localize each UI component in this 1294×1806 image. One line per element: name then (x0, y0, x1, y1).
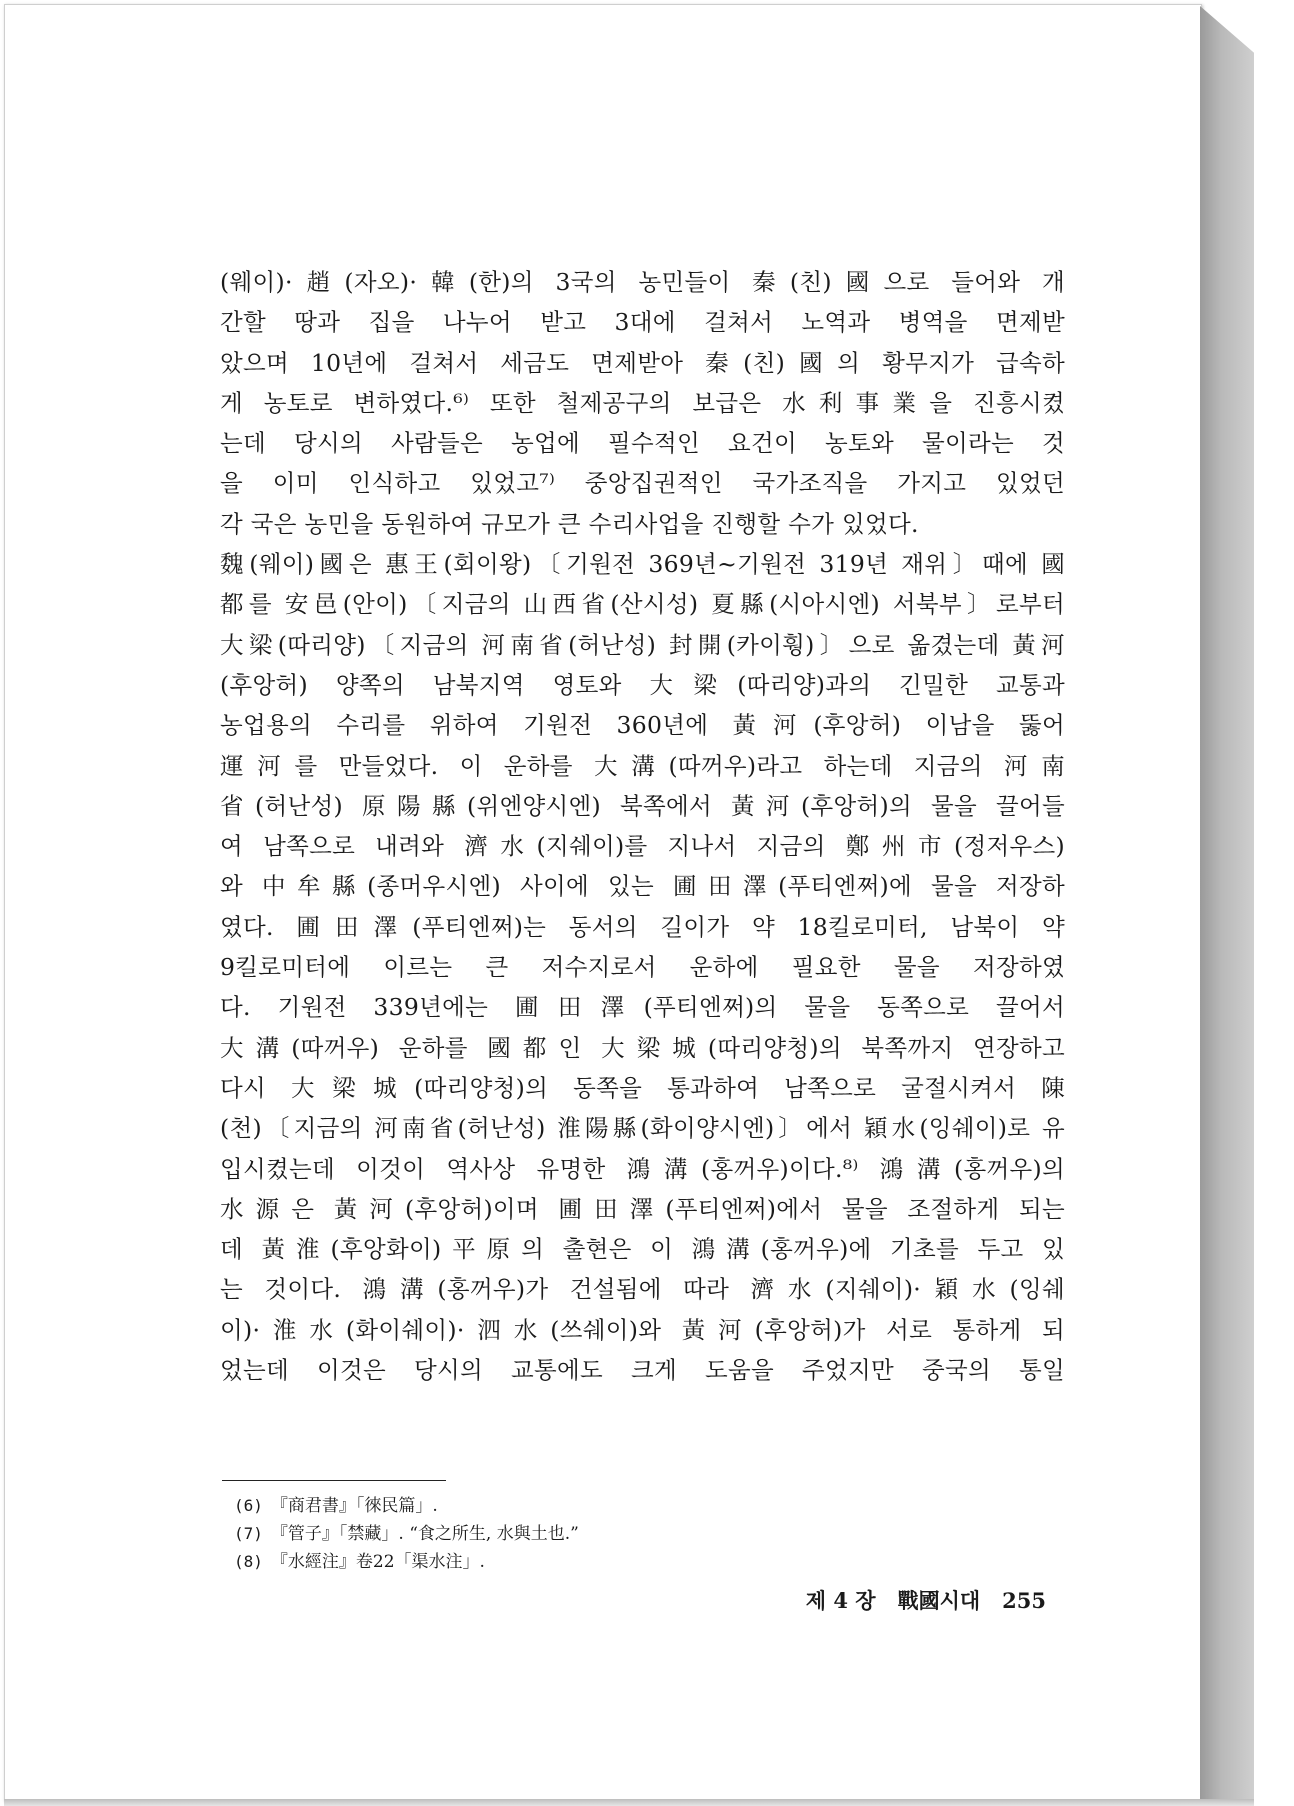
text-line: 각 국은 농민을 동원하여 규모가 큰 수리사업을 진행할 수가 있었다. (220, 509, 919, 538)
text-line: 運河를 만들었다. 이 운하를 大溝(따꺼우)라고 하는데 지금의 河南 (220, 751, 1065, 780)
footnote-6 (234, 1492, 579, 1520)
footnote-text: 『管子』「禁藏」. “食之所生, 水與土也.” (270, 1524, 579, 1544)
footnote-number: (7) (234, 1524, 263, 1543)
page-stack-bottom (4, 1799, 1254, 1806)
text-line: 魏(웨이)國은 惠王(회이왕)〔기원전 369년~기원전 319년 재위〕때에 國 (220, 550, 1065, 579)
text-line: 게 농토로 변하였다.⁶⁾ 또한 철제공구의 보급은 水利事業을 진흥시켰 (220, 388, 1065, 417)
text-line: 었는데 이것은 당시의 교통에도 크게 도움을 주었지만 중국의 통일 (220, 1356, 1065, 1385)
page-stack-edge (1200, 6, 1254, 1802)
section-title: 戰國시대 (897, 1588, 981, 1613)
text-line: 였다. 圃田澤(푸티엔쩌)는 동서의 길이가 약 18킬로미터, 남북이 약 (220, 912, 1065, 941)
text-line: (천)〔지금의 河南省(허난성) 淮陽縣(화이양시엔)〕에서 穎水(잉쉐이)로 유 (220, 1114, 1065, 1143)
text-line: 省(허난성) 原陽縣(위엔양시엔) 북쪽에서 黃河(후앙허)의 물을 끌어들 (220, 791, 1065, 820)
text-line: 데 黃淮(후앙화이)平原의 출현은 이 鴻溝(홍꺼우)에 기초를 두고 있 (220, 1235, 1065, 1264)
text-line: 간할 땅과 집을 나누어 받고 3대에 걸쳐서 노역과 병역을 면제받 (220, 308, 1065, 337)
text-line: 다시 大梁城(따리양청)의 동쪽을 통과하여 남쪽으로 굴절시켜서 陳 (220, 1073, 1065, 1102)
text-line: 9킬로미터에 이르는 큰 저수지로서 운하에 필요한 물을 저장하였 (220, 953, 1065, 982)
text-line: 았으며 10년에 걸쳐서 세금도 면제받아 秦(친)國의 황무지가 급속하 (220, 348, 1065, 377)
text-line: 을 이미 인식하고 있었고⁷⁾ 중앙집권적인 국가조직을 가지고 있었던 (220, 469, 1065, 498)
text-line: 는데 당시의 사람들은 농업에 필수적인 요건이 농토와 물이라는 것 (220, 429, 1065, 458)
footnote-number: (6) (234, 1496, 263, 1515)
text-line: 大梁(따리양)〔지금의 河南省(허난성) 封開(카이훵)〕으로 옮겼는데 黃河 (220, 630, 1065, 659)
text-line: 水源은 黃河(후앙허)이며 圃田澤(푸티엔쩌)에서 물을 조절하게 되는 (220, 1194, 1065, 1223)
text-line: 이)·淮水(화이쉐이)·泗水(쓰쉐이)와 黃河(후앙허)가 서로 통하게 되 (220, 1315, 1065, 1344)
text-line: 都를 安邑(안이)〔지금의 山西省(산시성) 夏縣(시아시엔) 서북부〕로부터 (220, 590, 1065, 619)
footnote-text: 『商君書』「徠民篇」. (270, 1496, 438, 1516)
footnotes (234, 1492, 579, 1576)
footnote-number: (8) (234, 1552, 263, 1571)
footnote-rule (222, 1480, 446, 1481)
text-line: 다. 기원전 339년에는 圃田澤(푸티엔쩌)의 물을 동쪽으로 끌어서 (220, 993, 1065, 1022)
text-line: 는 것이다. 鴻溝(홍꺼우)가 건설됨에 따라 濟水(지쉐이)·穎水(잉쉐 (220, 1275, 1065, 1304)
text-line: 大溝(따꺼우) 운하를 國都인 大梁城(따리양청)의 북쪽까지 연장하고 (220, 1033, 1065, 1062)
footnote-7 (234, 1520, 579, 1548)
text-line: (후앙허) 양쪽의 남북지역 영토와 大梁(따리양)과의 긴밀한 교통과 (220, 670, 1065, 699)
text-line: 입시켰는데 이것이 역사상 유명한 鴻溝(홍꺼우)이다.⁸⁾ 鴻溝(홍꺼우)의 (220, 1154, 1065, 1183)
footnote-8 (234, 1548, 579, 1576)
running-footer (783, 1586, 1046, 1616)
footnote-text: 『水經注』卷22「渠水注」. (270, 1552, 485, 1572)
text-line: 여 남쪽으로 내려와 濟水(지쉐이)를 지나서 지금의 鄭州市(정저우스) (220, 832, 1065, 861)
text-line: 농업용의 수리를 위하여 기원전 360년에 黃河(후앙허) 이남을 뚫어 (220, 711, 1065, 740)
chapter-label: 제 4 장 (805, 1588, 876, 1613)
page-number: 255 (1002, 1588, 1046, 1613)
text-line: (웨이)·趙(자오)·韓(한)의 3국의 농민들이 秦(친)國으로 들어와 개 (220, 268, 1065, 296)
body-text (220, 262, 1065, 1390)
text-line: 와 中牟縣(종머우시엔) 사이에 있는 圃田澤(푸티엔쩌)에 물을 저장하 (220, 872, 1065, 901)
